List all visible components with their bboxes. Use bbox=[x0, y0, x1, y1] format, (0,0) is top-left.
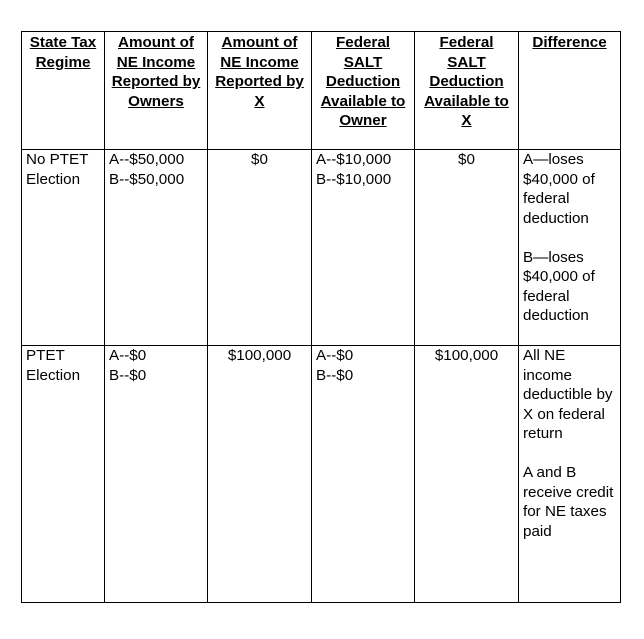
owners-amount-a: A--$50,000 bbox=[109, 151, 185, 168]
header-federal-salt-x: Federal SALT Deduction Available to X bbox=[415, 32, 519, 150]
owners-amount-a: A--$0 bbox=[109, 347, 147, 364]
salt-owner-cell bbox=[312, 346, 415, 603]
header-amount-ne-x: Amount of NE Income Reported by X bbox=[208, 32, 312, 150]
header-difference: Difference bbox=[519, 32, 621, 150]
x-amount-cell: $100,000 bbox=[208, 346, 312, 603]
owners-amount-cell bbox=[105, 150, 208, 346]
salt-x-cell: $0 bbox=[415, 150, 519, 346]
regime-cell: No PTET Election bbox=[22, 150, 105, 346]
owners-amount-b: B--$0 bbox=[109, 366, 147, 384]
difference-cell bbox=[519, 346, 621, 603]
salt-owner-a: A--$10,000 bbox=[316, 151, 392, 168]
table-row-ptet bbox=[22, 346, 621, 603]
difference-paragraph-2: B—loses $40,000 of federal deduction bbox=[523, 248, 595, 324]
salt-owner-cell bbox=[312, 150, 415, 346]
owners-amount-cell bbox=[105, 346, 208, 603]
regime-cell: PTET Election bbox=[22, 346, 105, 603]
header-state-tax-regime: State Tax Regime bbox=[22, 32, 105, 150]
ptet-comparison-table bbox=[21, 31, 621, 603]
salt-owner-b: B--$0 bbox=[316, 366, 354, 384]
difference-paragraph-2: A and B receive credit for NE taxes paid bbox=[523, 464, 614, 540]
header-amount-ne-owners: Amount of NE Income Reported by Owners bbox=[105, 32, 208, 150]
table-row-no-ptet bbox=[22, 150, 621, 346]
header-row bbox=[22, 32, 621, 150]
difference-paragraph-1: A—loses $40,000 of federal deduction bbox=[523, 151, 595, 227]
salt-x-cell: $100,000 bbox=[415, 346, 519, 603]
x-amount-cell: $0 bbox=[208, 150, 312, 346]
difference-cell bbox=[519, 150, 621, 346]
salt-owner-b: B--$10,000 bbox=[316, 170, 392, 188]
owners-amount-b: B--$50,000 bbox=[109, 170, 185, 188]
salt-owner-a: A--$0 bbox=[316, 347, 354, 364]
header-federal-salt-owner: Federal SALT Deduction Available to Owner bbox=[312, 32, 415, 150]
difference-paragraph-1: All NE income deductible by X on federal return bbox=[523, 347, 613, 442]
